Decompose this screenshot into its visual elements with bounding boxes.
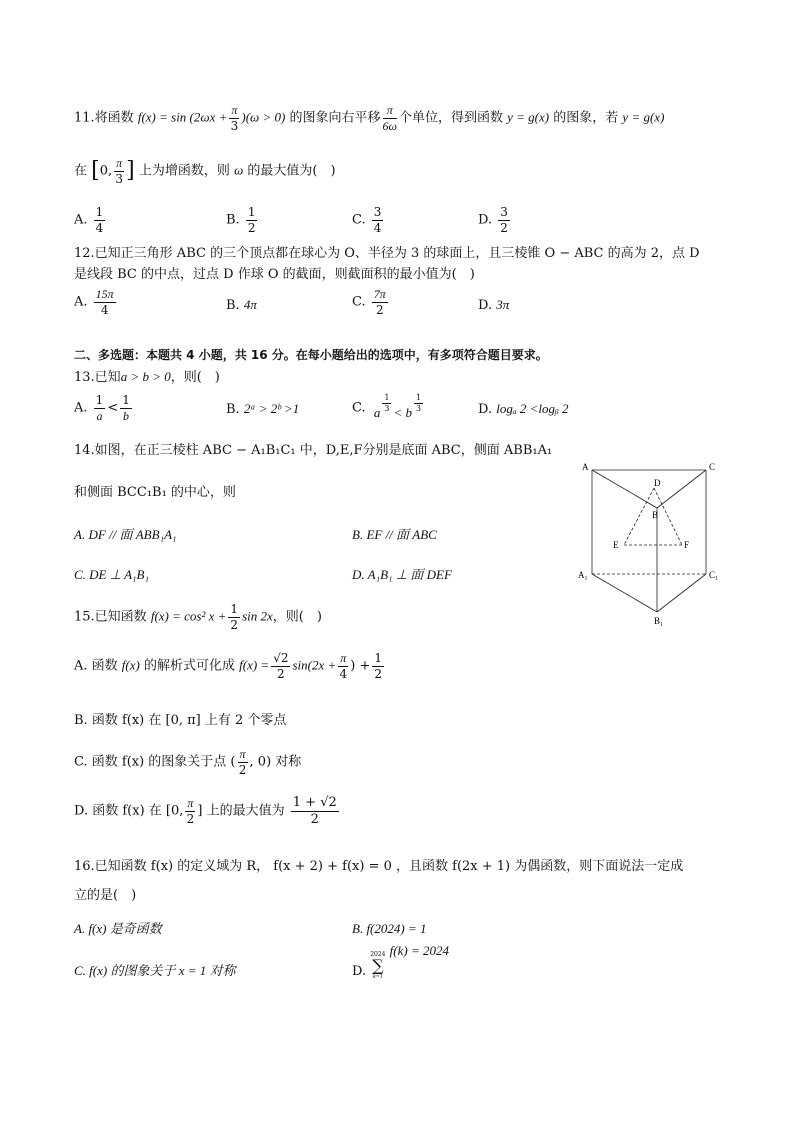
q11-function: f(x) = sin (2ωx + — [137, 109, 228, 125]
q15-option-a: A. 函数 f(x) 的解析式可化成 f(x) = $\frac{√2}{2}$ sin(2x + $\frac{\pi}{4}$ ) + $\frac{1}{2}$ — [74, 651, 383, 681]
q16-option-d: D. 2024 ∑ k=1 f(k) = 2024 — [352, 943, 449, 980]
q12-option-a: A. $\frac{15\pi}{4}$ — [74, 287, 114, 317]
q11-gx: y = g(x) — [507, 109, 550, 125]
q13-option-b: B. 2ᵃ > 2ᵇ >1 — [226, 401, 300, 417]
q14-prism-figure — [570, 458, 730, 628]
label-f: F — [684, 540, 690, 550]
q12-line1: 12.已知正三角形 ABC 的三个顶点都在球心为 O、半径为 3 的球面上，且三棱锥 O − ABC 的高为 2，点 D — [74, 246, 700, 261]
q11-number: 11.将函数 — [74, 110, 134, 126]
edge-a1b1 — [592, 574, 657, 612]
q16-line1: 16.已知函数 f(x) 的定义域为 R， f(x + 2) + f(x) = 0 ，且函数 f(2x + 1) 为偶函数，则下面说法一定成 — [74, 859, 684, 874]
section-2-heading: 二、多选题：本题共 4 小题，共 16 分。在每小题给出的选项中，有多项符合题目要求。 — [74, 348, 548, 362]
q11-line2: 在 [0, $\frac{\pi}{3}$ ] 上为增函数，则 ω 的最大值为( ) — [74, 156, 336, 186]
q11-condition: )(ω > 0) — [241, 109, 286, 125]
q13-stem: 13.已知a > b > 0，则( ) — [74, 369, 220, 385]
q14-option-d: D. A₁B₁ ⊥ 面 DEF — [352, 567, 452, 582]
q11-shift: $\frac{\pi}{6\omega}$ — [382, 103, 397, 133]
q12-option-b: B. 4π — [226, 297, 257, 313]
q11-mid-text: 的图象向右平移 — [289, 110, 381, 126]
q13-option-d: D. logₐ 2 <logᵦ 2 — [478, 401, 569, 417]
q11-gx-2: y = g(x) — [622, 109, 665, 125]
q14-option-a: A. DF // 面 ABB₁A₁ — [74, 527, 177, 542]
q16-option-a: A. f(x) 是奇函数 — [74, 921, 162, 936]
q16-option-b: B. f(2024) = 1 — [352, 921, 427, 936]
edge-ab — [592, 470, 657, 508]
q15-option-c: C. 函数 f(x) 的图象关于点 ( $\frac{\pi}{2}$ , 0) 对称 — [74, 747, 302, 777]
q14-option-b: B. EF // 面 ABC — [352, 527, 437, 542]
label-e: E — [613, 540, 619, 550]
q12-line2: 是线段 BC 的中点，过点 D 作球 O 的截面，则截面积的最小值为( ) — [74, 267, 475, 282]
q11-omega: ω — [234, 162, 244, 178]
q11-line1 — [74, 104, 664, 132]
q11-tail2: 的图象，若 — [553, 110, 619, 126]
q11-line2-tail: 的最大值为( ) — [247, 163, 336, 179]
label-d: D — [654, 478, 661, 488]
q13-option-c: C. a $\frac{1}{3}$ < b $\frac{1}{3}$ — [352, 393, 422, 421]
q11-line2-prefix: 在 — [74, 163, 88, 179]
q11-tail-text: 个单位，得到函数 — [398, 110, 503, 126]
q11-option-d: D. $\frac{3}{2}$ — [478, 205, 508, 235]
q13-condition: a > b > 0 — [120, 369, 171, 384]
q11-interval-end: $\frac{\pi}{3}$ — [115, 156, 123, 186]
q14-line1: 14.如图，在正三棱柱 ABC − A₁B₁C₁ 中，D,E,F分别是底面 ABC，侧面 ABB₁A₁ — [74, 443, 553, 458]
label-c1: C₁ — [709, 570, 719, 580]
q16-line2: 立的是( ) — [74, 888, 137, 903]
q11-pi-over-3: $\frac{\pi}{3}$ — [230, 103, 239, 133]
q15-stem: 15.已知函数 f(x) = cos² x + $\frac{1}{2}$ sin 2x，则( ) — [74, 602, 322, 632]
edge-de — [624, 488, 654, 545]
q12-option-c: C. $\frac{7\pi}{2}$ — [352, 287, 386, 317]
q15-option-b: B. 函数 f(x) 在 [0, π] 上有 2 个零点 — [74, 713, 287, 728]
q14-option-c: C. DE ⊥ A₁B₁ — [74, 567, 150, 582]
label-b: B — [652, 510, 659, 520]
q14-line2: 和侧面 BCC₁B₁ 的中心，则 — [74, 485, 236, 500]
q11-option-c: C. $\frac{3}{4}$ — [352, 205, 382, 235]
label-a1: A₁ — [578, 570, 588, 580]
label-b1: B₁ — [654, 616, 664, 626]
q16-option-c: C. f(x) 的图象关于 x = 1 对称 — [74, 963, 236, 978]
edge-b1c1 — [657, 574, 706, 612]
q11-interval: [ — [91, 158, 100, 184]
q13-option-a: A. $\frac{1}{a}$ < $\frac{1}{b}$ — [74, 393, 130, 423]
label-c: C — [709, 462, 716, 472]
q11-option-b: B. $\frac{1}{2}$ — [226, 205, 256, 235]
q11-line2-mid: 上为增函数，则 — [138, 163, 230, 179]
edge-bc — [657, 470, 706, 508]
q12-option-d: D. 3π — [478, 297, 510, 313]
q11-option-a: A. $\frac{1}{4}$ — [74, 205, 104, 235]
q15-option-d: D. 函数 f(x) 在 [0, $\frac{\pi}{2}$ ] 上的最大值为 $\frac{1 + √2}{2}$ — [74, 795, 337, 827]
edge-df — [654, 488, 682, 545]
label-a: A — [582, 462, 589, 472]
q11-interval-start: 0, — [99, 163, 113, 179]
